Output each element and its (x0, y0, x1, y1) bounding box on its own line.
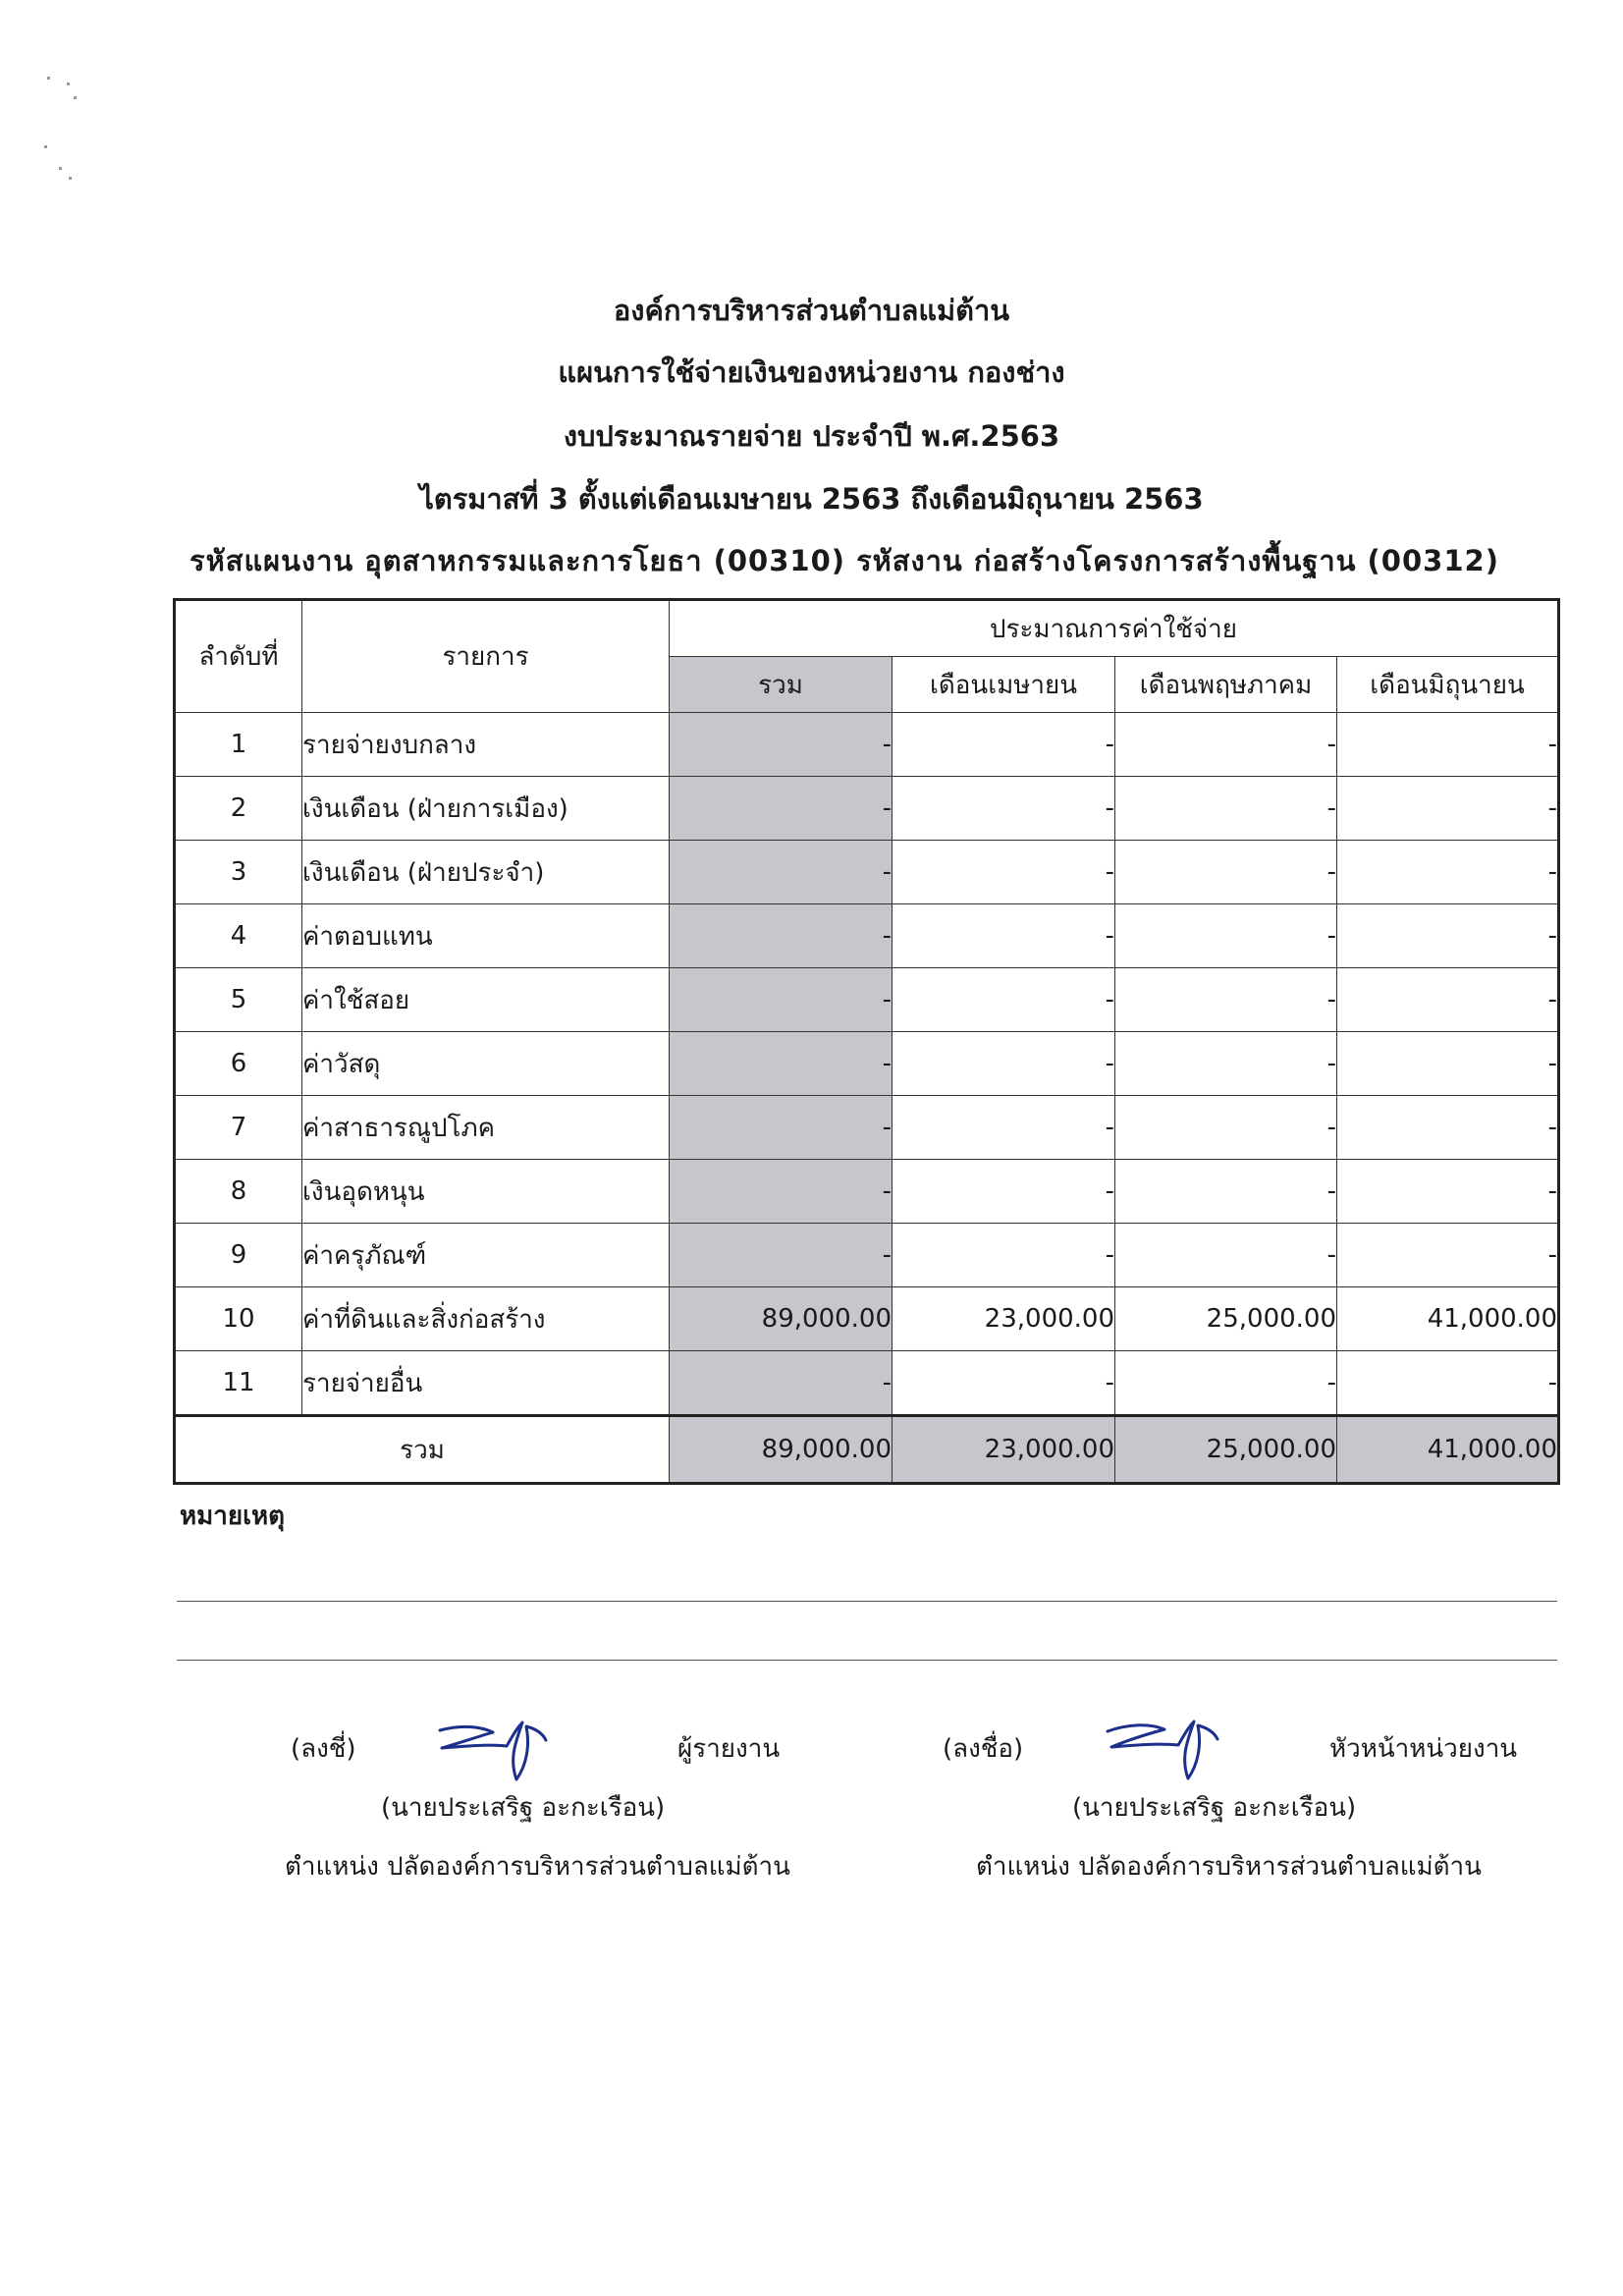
row-june: - (1337, 1224, 1559, 1287)
row-item: ค่าที่ดินและสิ่งก่อสร้าง (302, 1287, 670, 1351)
row-april: - (893, 968, 1115, 1032)
row-april: - (893, 1224, 1115, 1287)
row-june: - (1337, 777, 1559, 841)
col-total-header: รวม (670, 657, 893, 713)
row-june: - (1337, 1096, 1559, 1160)
row-item: ค่าครุภัณฑ์ (302, 1224, 670, 1287)
row-no: 2 (175, 777, 302, 841)
row-total: - (670, 1224, 893, 1287)
row-may: - (1115, 968, 1337, 1032)
row-total: 89,000.00 (670, 1287, 893, 1351)
table-row (175, 713, 1559, 777)
table-row (175, 1351, 1559, 1416)
left-position: ตำแหน่ง ปลัดองค์การบริหารส่วนตำบลแม่ต้าน (285, 1852, 790, 1882)
row-april: - (893, 1032, 1115, 1096)
row-may: - (1115, 904, 1337, 968)
scan-speck (67, 82, 70, 85)
col-april-header: เดือนเมษายน (893, 657, 1115, 713)
table-row (175, 1224, 1559, 1287)
col-no-header: ลำดับที่ (175, 600, 302, 713)
row-item: เงินเดือน (ฝ่ายประจำ) (302, 841, 670, 904)
row-may: - (1115, 777, 1337, 841)
left-signature (432, 1707, 579, 1785)
left-sign-label: (ลงชี่) (291, 1734, 356, 1764)
row-june: - (1337, 904, 1559, 968)
row-may: - (1115, 1160, 1337, 1224)
row-april: - (893, 713, 1115, 777)
row-june: - (1337, 1160, 1559, 1224)
row-total: - (670, 777, 893, 841)
row-no: 11 (175, 1351, 302, 1416)
plan-title: แผนการใช้จ่ายเงินของหน่วยงาน กองช่าง (558, 355, 1065, 389)
row-no: 9 (175, 1224, 302, 1287)
row-april: - (893, 1096, 1115, 1160)
col-may-header: เดือนพฤษภาคม (1115, 657, 1337, 713)
row-no: 6 (175, 1032, 302, 1096)
org-title: องค์การบริหารส่วนตำบลแม่ต้าน (613, 294, 1010, 327)
remark-label: หมายเหตุ (180, 1502, 286, 1531)
row-item: ค่าสาธารณูปโภค (302, 1096, 670, 1160)
row-may: - (1115, 1032, 1337, 1096)
row-item: รายจ่ายอื่น (302, 1351, 670, 1416)
row-no: 3 (175, 841, 302, 904)
total-june: 41,000.00 (1337, 1416, 1559, 1484)
total-row (175, 1416, 1559, 1484)
scan-speck (74, 96, 77, 99)
row-item: เงินอุดหนุน (302, 1160, 670, 1224)
total-april: 23,000.00 (893, 1416, 1115, 1484)
row-may: - (1115, 713, 1337, 777)
row-april: - (893, 1351, 1115, 1416)
row-total: - (670, 1032, 893, 1096)
col-group-header: ประมาณการค่าใช้จ่าย (670, 600, 1559, 657)
codes-title: รหัสแผนงาน อุตสาหกรรมและการโยธา (00310) รหัสงาน ก่อสร้างโครงการสร้างพื้นฐาน (00312) (189, 544, 1499, 577)
row-april: - (893, 1160, 1115, 1224)
total-label: รวม (175, 1416, 670, 1484)
row-no: 8 (175, 1160, 302, 1224)
row-june: - (1337, 1032, 1559, 1096)
table-row (175, 1032, 1559, 1096)
remark-line (177, 1660, 1557, 1661)
row-item: เงินเดือน (ฝ่ายการเมือง) (302, 777, 670, 841)
row-april: - (893, 777, 1115, 841)
row-june: - (1337, 713, 1559, 777)
table-row (175, 777, 1559, 841)
row-no: 7 (175, 1096, 302, 1160)
row-total: - (670, 968, 893, 1032)
row-total: - (670, 1160, 893, 1224)
row-total: - (670, 1351, 893, 1416)
row-total: - (670, 841, 893, 904)
row-no: 1 (175, 713, 302, 777)
row-item: รายจ่ายงบกลาง (302, 713, 670, 777)
table-row (175, 968, 1559, 1032)
scan-speck (44, 145, 47, 148)
total-may: 25,000.00 (1115, 1416, 1337, 1484)
budget-table (173, 598, 1560, 1485)
row-june: - (1337, 1351, 1559, 1416)
row-may: - (1115, 1224, 1337, 1287)
quarter-title: ไตรมาสที่ 3 ตั้งแต่เดือนเมษายน 2563 ถึงเดือนมิถุนายน 2563 (419, 482, 1204, 516)
remark-line (177, 1601, 1557, 1602)
col-item-header: รายการ (302, 600, 670, 713)
row-april: - (893, 904, 1115, 968)
table-row (175, 1160, 1559, 1224)
scan-speck (59, 167, 62, 170)
col-june-header: เดือนมิถุนายน (1337, 657, 1559, 713)
row-june: - (1337, 841, 1559, 904)
budget-title: งบประมาณรายจ่าย ประจำปี พ.ศ.2563 (563, 419, 1060, 453)
row-may: - (1115, 1351, 1337, 1416)
left-role: ผู้รายงาน (677, 1734, 781, 1764)
row-item: ค่าตอบแทน (302, 904, 670, 968)
row-item: ค่าวัสดุ (302, 1032, 670, 1096)
row-total: - (670, 1096, 893, 1160)
table-row (175, 1096, 1559, 1160)
table-row (175, 841, 1559, 904)
row-april: 23,000.00 (893, 1287, 1115, 1351)
row-total: - (670, 713, 893, 777)
row-total: - (670, 904, 893, 968)
scan-speck (69, 177, 72, 180)
row-item: ค่าใช้สอย (302, 968, 670, 1032)
row-june: 41,000.00 (1337, 1287, 1559, 1351)
right-signature (1100, 1704, 1257, 1782)
left-name: (นายประเสริฐ อะกะเรือน) (381, 1793, 666, 1823)
row-no: 10 (175, 1287, 302, 1351)
total-sum: 89,000.00 (670, 1416, 893, 1484)
row-may: 25,000.00 (1115, 1287, 1337, 1351)
row-june: - (1337, 968, 1559, 1032)
right-sign-label: (ลงชื่อ) (943, 1734, 1024, 1764)
row-may: - (1115, 841, 1337, 904)
right-role: หัวหน้าหน่วยงาน (1329, 1734, 1518, 1764)
row-no: 5 (175, 968, 302, 1032)
right-name: (นายประเสริฐ อะกะเรือน) (1072, 1793, 1357, 1823)
row-april: - (893, 841, 1115, 904)
row-may: - (1115, 1096, 1337, 1160)
table-row (175, 1287, 1559, 1351)
right-position: ตำแหน่ง ปลัดองค์การบริหารส่วนตำบลแม่ต้าน (976, 1852, 1482, 1882)
row-no: 4 (175, 904, 302, 968)
table-row (175, 904, 1559, 968)
scan-speck (47, 77, 50, 80)
